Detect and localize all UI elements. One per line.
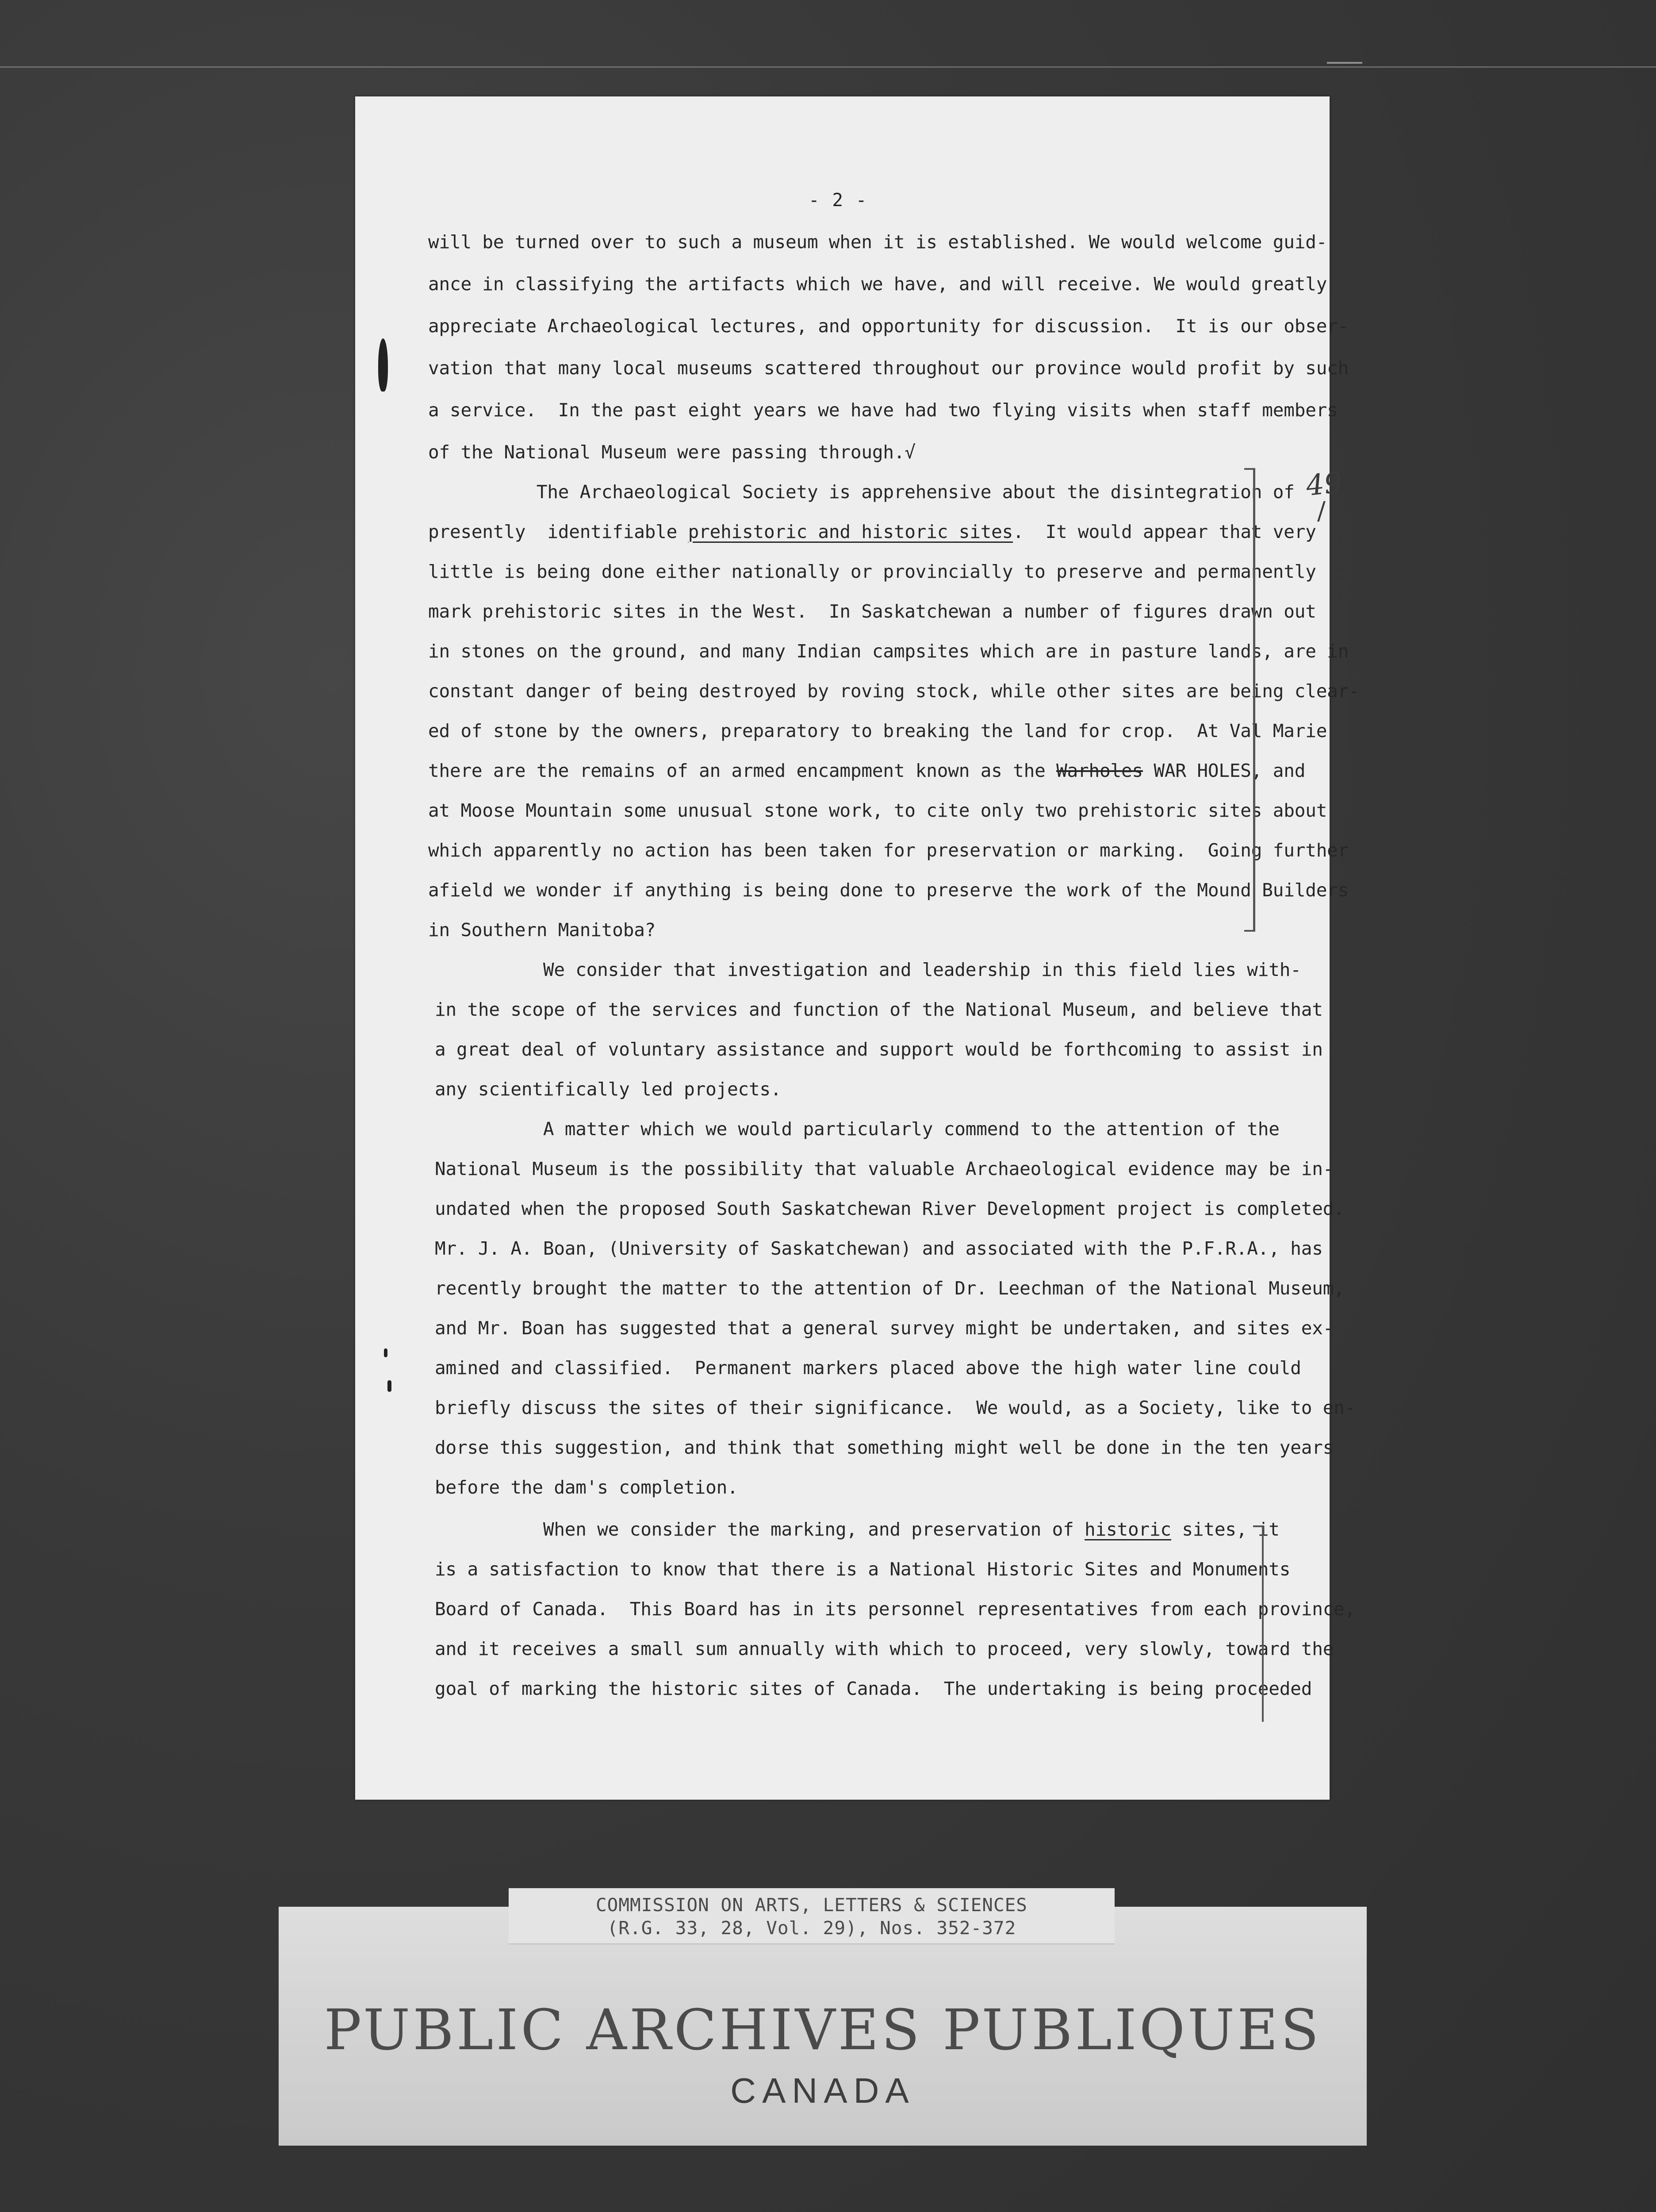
text-line: before the dam's completion. <box>435 1477 738 1498</box>
text-line: National Museum is the possibility that valuable Archaeological evidence may be in- <box>435 1158 1334 1179</box>
ink-dot <box>387 1380 391 1392</box>
text-line: appreciate Archaeological lectures, and opportunity for discussion. It is our obser- <box>428 315 1349 337</box>
text-segment: When we consider the marking, and preservation of <box>435 1519 1085 1540</box>
text-line: ance in classifying the artifacts which we have, and will receive. We would greatly <box>428 273 1327 295</box>
text-line: The Archaeological Society is apprehensive about the disintegration of <box>428 481 1295 503</box>
text-line: a great deal of voluntary assistance and support would be forthcoming to assist in <box>435 1039 1323 1060</box>
text-line: which apparently no action has been taken for preservation or marking. Going further <box>428 840 1349 861</box>
text-line: goal of marking the historic sites of Canada. The undertaking is being proceeded <box>435 1678 1312 1699</box>
margin-bracket <box>1253 1525 1264 1722</box>
underlined-phrase: prehistoric and historic sites <box>688 521 1013 542</box>
text-line: mark prehistoric sites in the West. In Saskatchewan a number of figures drawn out <box>428 601 1316 622</box>
text-line: vation that many local museums scattered throughout our province would profit by such <box>428 357 1349 379</box>
text-line: constant danger of being destroyed by roving stock, while other sites are being clear- <box>428 680 1360 702</box>
text-line: will be turned over to such a museum when it is established. We would welcome guid- <box>428 231 1327 253</box>
film-scratch <box>1327 62 1362 64</box>
text-segment: WAR HOLES, and <box>1142 760 1306 781</box>
margin-note: 49 <box>1304 466 1344 503</box>
text-line: briefly discuss the sites of their significance. We would, as a Society, like to en- <box>435 1397 1356 1418</box>
text-line: A matter which we would particularly commend to the attention of the <box>435 1118 1280 1140</box>
archive-country: CANADA <box>730 2071 915 2110</box>
ink-smudge <box>378 338 388 392</box>
margin-bracket <box>1244 468 1255 932</box>
text-line: in Southern Manitoba? <box>428 919 656 941</box>
text-line: is a satisfaction to know that there is a National Historic Sites and Monuments <box>435 1559 1291 1580</box>
text-line: dorse this suggestion, and think that something might well be done in the ten years <box>435 1437 1334 1458</box>
text-line: afield we wonder if anything is being done to preserve the work of the Mound Builders <box>428 879 1349 901</box>
text-line: of the National Museum were passing through.√ <box>428 442 916 463</box>
text-line: and Mr. Boan has suggested that a general survey might be undertaken, and sites ex- <box>435 1317 1334 1339</box>
pen-stroke-icon: / <box>1317 497 1326 526</box>
text-line: Board of Canada. This Board has in its personnel representatives from each province, <box>435 1598 1356 1620</box>
text-line: a service. In the past eight years we have had two flying visits when staff members <box>428 399 1338 421</box>
text-line: amined and classified. Permanent markers placed above the high water line could <box>435 1357 1301 1379</box>
text-segment: . It would appear that very <box>1013 521 1316 542</box>
text-line: any scientifically led projects. <box>435 1079 782 1100</box>
text-line <box>435 1519 1280 1540</box>
text-line: at Moose Mountain some unusual stone work, to cite only two prehistoric sites about <box>428 800 1327 821</box>
stamp-line-reference: (R.G. 33, 28, Vol. 29), Nos. 352-372 <box>607 1917 1016 1939</box>
text-line: in stones on the ground, and many Indian campsites which are in pasture lands, are in <box>428 641 1349 662</box>
film-edge-top <box>0 66 1656 68</box>
typed-page <box>355 96 1360 1800</box>
archive-reference-stamp <box>509 1888 1115 1944</box>
text-line: We consider that investigation and leadership in this field lies with- <box>435 959 1301 980</box>
text-line: Mr. J. A. Boan, (University of Saskatchewan) and associated with the P.F.R.A., has <box>435 1238 1323 1259</box>
text-line: in the scope of the services and function of the National Museum, and believe that <box>435 999 1323 1020</box>
text-line <box>428 760 1305 781</box>
page-number: - 2 - <box>809 189 868 211</box>
text-segment: sites, it <box>1171 1519 1280 1540</box>
underlined-word: historic <box>1085 1519 1171 1540</box>
struck-word: Warholes <box>1056 760 1143 781</box>
text-line: and it receives a small sum annually with which to proceed, very slowly, toward the <box>435 1638 1334 1659</box>
archive-title: PUBLIC ARCHIVES PUBLIQUES <box>324 1997 1322 2062</box>
text-line <box>428 521 1316 542</box>
text-segment: presently identifiable <box>428 521 688 542</box>
stamp-line-collection: COMMISSION ON ARTS, LETTERS & SCIENCES <box>596 1894 1027 1916</box>
text-line: recently brought the matter to the attention of Dr. Leechman of the National Museum, <box>435 1278 1345 1299</box>
text-line: undated when the proposed South Saskatchewan River Development project is completed. <box>435 1198 1345 1219</box>
ink-dot <box>384 1348 387 1357</box>
text-line: little is being done either nationally or provincially to preserve and permanently <box>428 561 1316 582</box>
text-line: ed of stone by the owners, preparatory to breaking the land for crop. At Val Marie <box>428 720 1327 741</box>
text-segment: there are the remains of an armed encampment known as the <box>428 760 1057 781</box>
